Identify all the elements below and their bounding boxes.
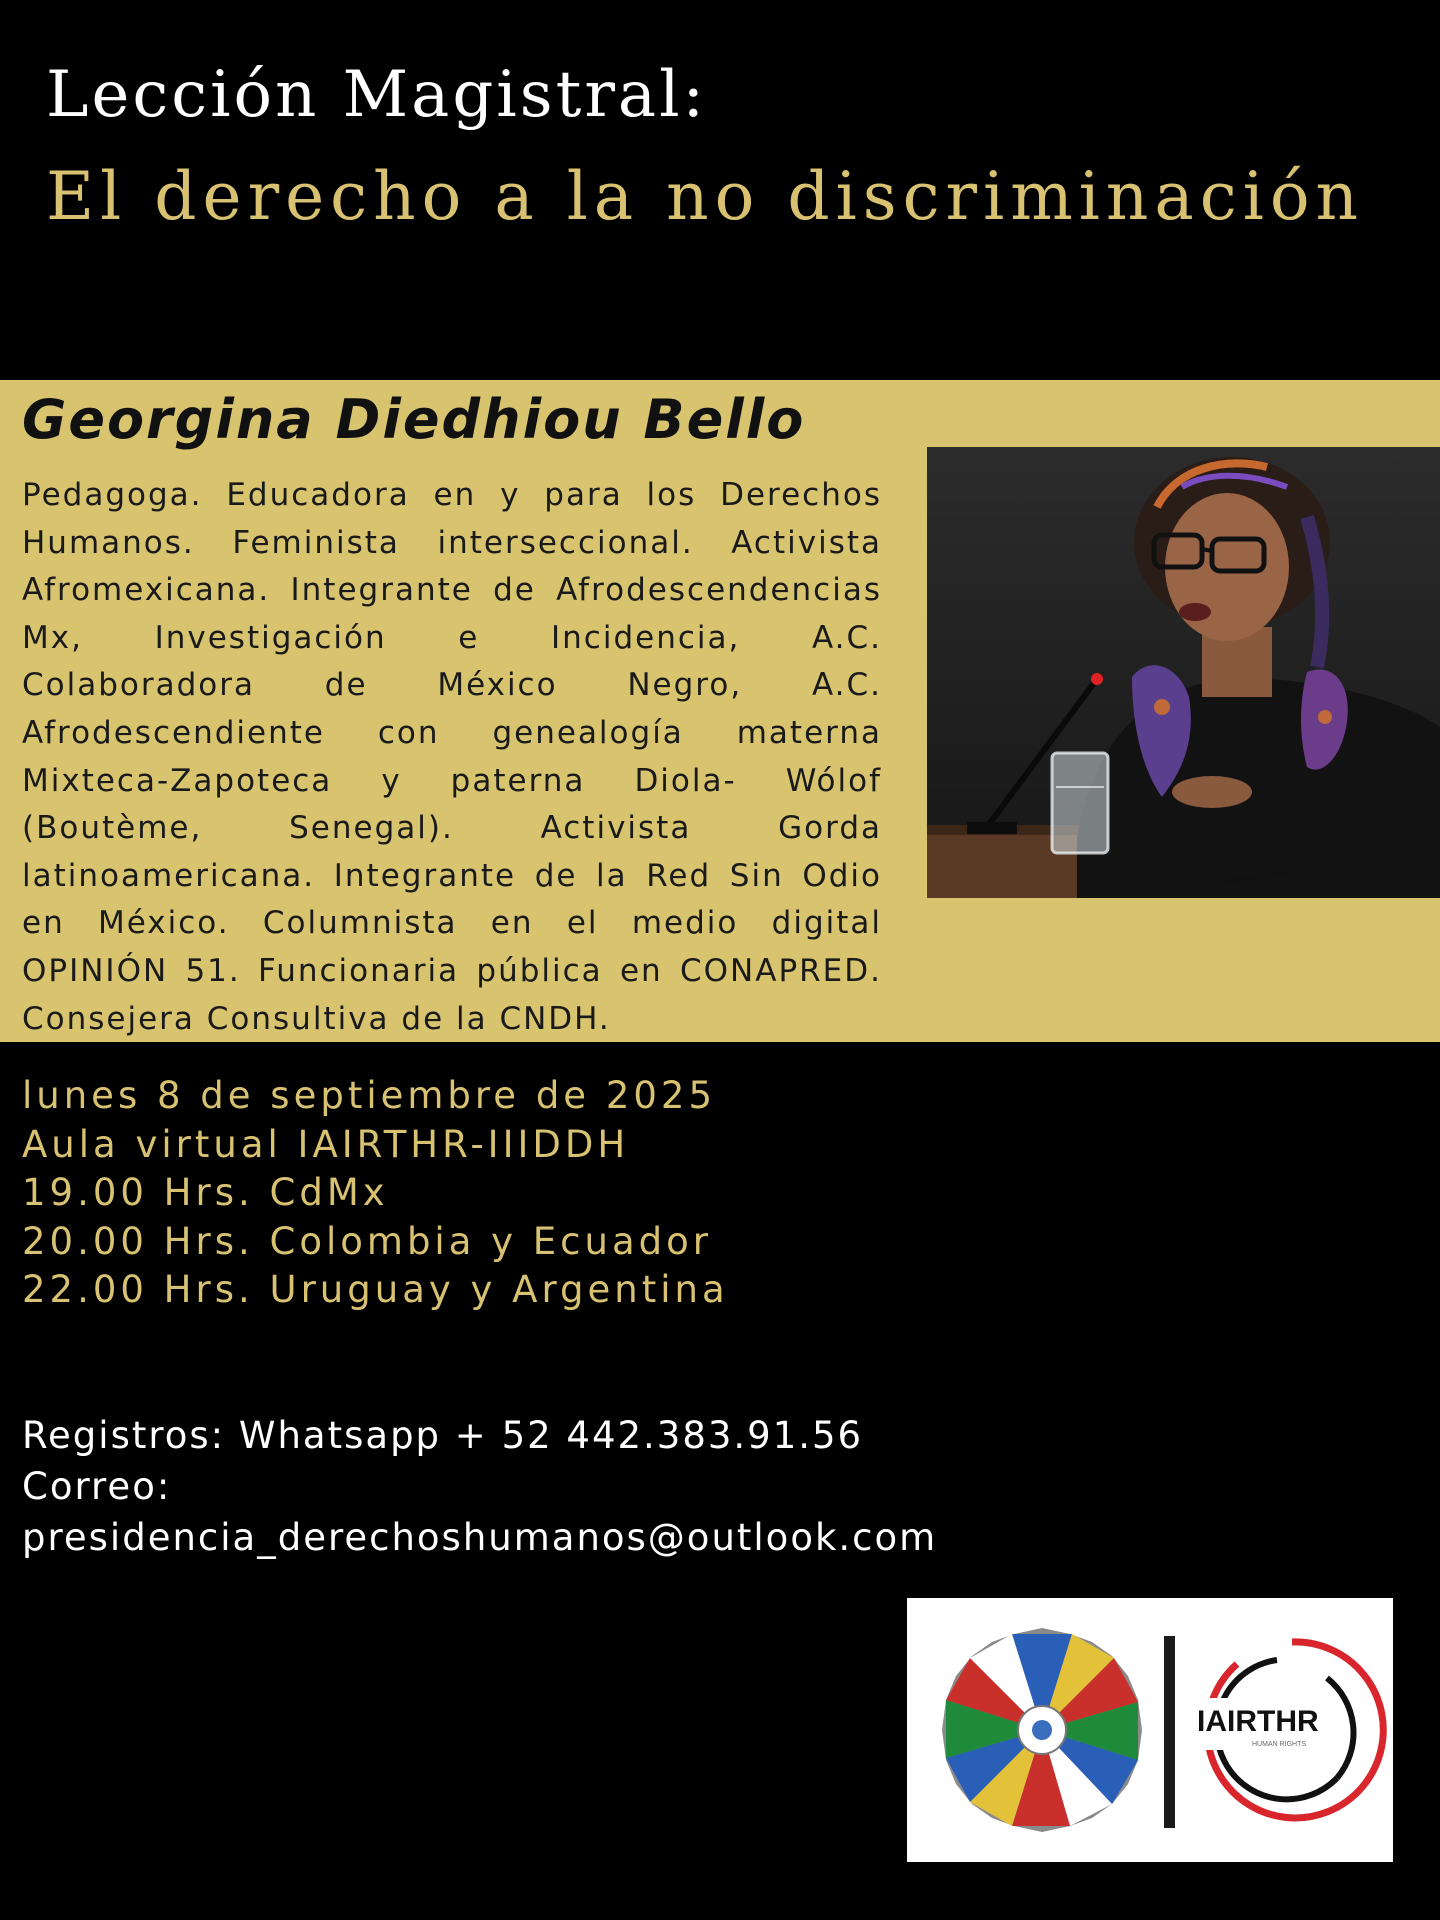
speaker-photo	[927, 447, 1440, 898]
email-label: Correo:	[22, 1465, 172, 1508]
speaker-bio: Pedagoga. Educadora en y para los Derechos Humanos. Feminista interseccional. Activista Afromexicana. Integrante de Afrodescendencias Mx, Investigación e Incidencia, A.C. Colaboradora de México Negro, A.C. Afrodescendiente con genealogía materna Mixteca-Zapoteca y paterna Diola- Wólof (Boutème, Senegal). Activista Gorda latinoamericana. Integrante de la Red Sin Odio en México. Columnista en el medio digital OPINIÓN 51. Funcionaria pública en CONAPRED. Consejera Consultiva de la CNDH.	[22, 477, 882, 1037]
logos-panel	[907, 1598, 1393, 1862]
title-line-1: Lección Magistral:	[46, 58, 708, 132]
event-time-uruguay-argentina: 22.00 Hrs. Uruguay y Argentina	[22, 1268, 729, 1312]
event-date: lunes 8 de septiembre de 2025	[22, 1074, 716, 1117]
iairthr-logo-text: IAIRTHR	[1197, 1705, 1319, 1738]
contact-block	[22, 1410, 937, 1563]
event-time-colombia-ecuador: 20.00 Hrs. Colombia y Ecuador	[22, 1219, 712, 1263]
oas-emblem-icon	[942, 1628, 1142, 1832]
iairthr-logo-subtext: HUMAN RIGHTS	[1252, 1741, 1307, 1748]
event-details	[22, 1072, 729, 1315]
event-venue: Aula virtual IAIRTHR-IIIDDH	[22, 1122, 630, 1166]
registration-phone: Registros: Whatsapp + 52 442.383.91.56	[22, 1414, 864, 1457]
title-line-2: El derecho a la no discriminación	[46, 158, 1365, 235]
speaker-name: Georgina Diedhiou Bello	[22, 388, 806, 451]
event-time-mexico: 19.00 Hrs. CdMx	[22, 1171, 389, 1215]
email-address: presidencia_derechoshumanos@outlook.com	[22, 1516, 938, 1559]
